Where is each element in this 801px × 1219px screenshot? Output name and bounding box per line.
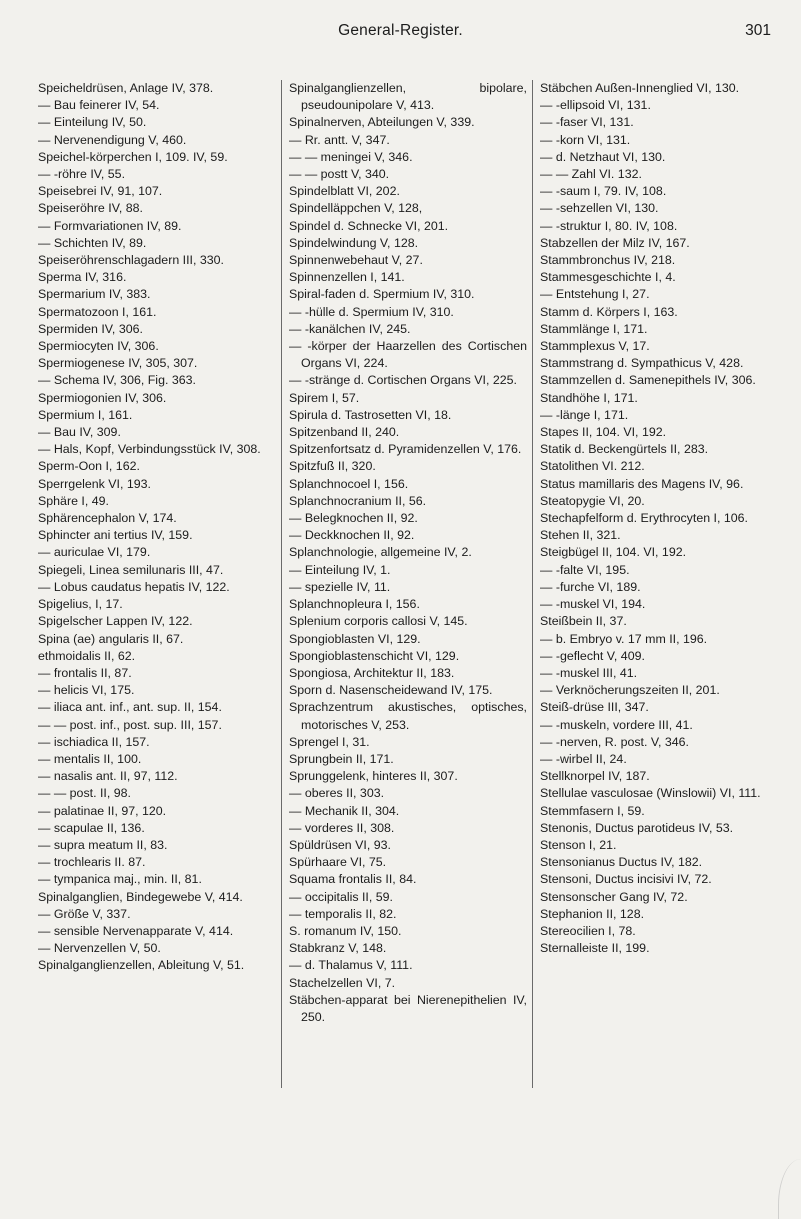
page-number: 301 <box>745 22 771 39</box>
index-entry: Sphärencephalon V, 174. <box>38 511 177 526</box>
index-entry: Spürhaare VI, 75. <box>289 855 387 870</box>
index-entry: Sternalleiste II, 199. <box>540 941 650 956</box>
index-entry: Stabkranz V, 148. <box>289 941 387 956</box>
index-entry: Steiß-drüse III, 347. <box>540 700 649 715</box>
page-header <box>0 22 801 46</box>
index-entry: Speiseröhre IV, 88. <box>38 201 143 216</box>
index-entry: Squama frontalis II, 84. <box>289 872 417 887</box>
index-entry: Stachelzellen VI, 7. <box>289 975 396 990</box>
index-entry: Spermiocyten IV, 306. <box>38 339 159 354</box>
index-entry: — temporalis II, 82. <box>289 906 397 921</box>
index-entry: Spina (ae) angularis II, 67. <box>38 631 184 646</box>
index-entry: Splanchnocranium II, 56. <box>289 493 427 508</box>
index-entry: Stammplexus V, 17. <box>540 339 650 354</box>
index-entry: — -muskel VI, 194. <box>540 597 646 612</box>
index-entry: Sporn d. Nasenscheidewand IV, 175. <box>289 683 493 698</box>
index-entry: Stammbronchus IV, 218. <box>540 253 676 268</box>
index-entry: Speisebrei IV, 91, 107. <box>38 184 163 199</box>
index-entry: — Einteilung IV, 50. <box>38 115 147 130</box>
index-entry: — -muskel III, 41. <box>540 665 638 680</box>
index-column-2 <box>289 80 527 1026</box>
running-title: General-Register. <box>338 22 463 39</box>
index-entry: Spermium I, 161. <box>38 407 133 422</box>
index-entry: — -kanälchen IV, 245. <box>289 321 411 336</box>
index-entry: Stellulae vasculosae (Winslowii) VI, 111. <box>540 786 761 801</box>
index-entry: Spongioblastenschicht VI, 129. <box>289 648 460 663</box>
index-entry: Stamm d. Körpers I, 163. <box>540 304 678 319</box>
index-entry: — Hals, Kopf, Verbindungsstück IV, 308. <box>38 442 261 457</box>
index-entry: — -faser VI, 131. <box>540 115 634 130</box>
index-entry: Sphincter ani tertius IV, 159. <box>38 528 193 543</box>
index-entry: — scapulae II, 136. <box>38 820 145 835</box>
index-entry: — — meningei V, 346. <box>289 149 413 164</box>
index-entry: Stenonis, Ductus parotideus IV, 53. <box>540 820 734 835</box>
index-entry: Stehen II, 321. <box>540 528 621 543</box>
index-entry: Standhöhe I, 171. <box>540 390 638 405</box>
index-entry: — tympanica maj., min. II, 81. <box>38 872 202 887</box>
index-entry: Spermiogenese IV, 305, 307. <box>38 356 198 371</box>
index-entry: Spermatozoon I, 161. <box>38 304 157 319</box>
index-entry: — -struktur I, 80. IV, 108. <box>540 218 678 233</box>
index-entry: Spermiogonien IV, 306. <box>38 390 167 405</box>
index-entry: Spindel d. Schnecke VI, 201. <box>289 218 449 233</box>
column-divider-1 <box>281 80 282 1088</box>
index-entry: — Größe V, 337. <box>38 906 131 921</box>
index-entry: Sperm-Oon I, 162. <box>38 459 140 474</box>
index-entry: — Schichten IV, 89. <box>38 235 147 250</box>
index-entry: Speicheldrüsen, Anlage IV, 378. <box>38 81 214 95</box>
index-entry: Stäbchen Außen-Innenglied VI, 130. <box>540 81 740 95</box>
index-entry: Stammstrang d. Sympathicus V, 428. <box>540 356 744 371</box>
index-entry: — auriculae VI, 179. <box>38 545 151 560</box>
index-entry: Stephanion II, 128. <box>540 906 645 921</box>
index-entry: — Belegknochen II, 92. <box>289 511 418 526</box>
index-entry: Stellknorpel IV, 187. <box>540 769 650 784</box>
index-entry: — -furche VI, 189. <box>540 579 641 594</box>
index-entry: Status mamillaris des Magens IV, 96. <box>540 476 744 491</box>
index-entry: S. romanum IV, 150. <box>289 923 402 938</box>
index-entry: — Deckknochen II, 92. <box>289 528 415 543</box>
index-entry: — palatinae II, 97, 120. <box>38 803 167 818</box>
index-entry: ethmoidalis II, 62. <box>38 648 136 663</box>
index-entry: — Verknöcherungszeiten II, 201. <box>540 683 720 698</box>
index-entry: Splanchnopleura I, 156. <box>289 597 420 612</box>
index-entry: — -ellipsoid VI, 131. <box>540 98 651 113</box>
index-entry: — Nervenzellen V, 50. <box>38 941 161 956</box>
index-entry: — ischiadica II, 157. <box>38 734 150 749</box>
index-entry: — -körper der Haarzellen des Cortischen Organs VI, 224. <box>289 339 527 371</box>
index-entry: Spinnenwebehaut V, 27. <box>289 253 423 268</box>
index-entry: Spirem I, 57. <box>289 390 360 405</box>
index-entry: — b. Embryo v. 17 mm II, 196. <box>540 631 708 646</box>
index-entry: — oberes II, 303. <box>289 786 385 801</box>
index-entry: Sperma IV, 316. <box>38 270 127 285</box>
index-entry: Spinalganglien, Bindegewebe V, 414. <box>38 889 243 904</box>
index-entry: Stensonscher Gang IV, 72. <box>540 889 688 904</box>
index-entry: Spindelläppchen V, 128, <box>289 201 423 216</box>
page-curl <box>778 1159 801 1219</box>
index-entry: Stensoni, Ductus incisivi IV, 72. <box>540 872 712 887</box>
index-entry: Spirula d. Tastrosetten VI, 18. <box>289 407 452 422</box>
index-entry: — helicis VI, 175. <box>38 683 135 698</box>
index-entry: Statik d. Beckengürtels II, 283. <box>540 442 709 457</box>
index-entry: Spinalnerven, Abteilungen V, 339. <box>289 115 475 130</box>
index-entry: — Einteilung IV, 1. <box>289 562 391 577</box>
index-entry: Splanchnologie, allgemeine IV, 2. <box>289 545 472 560</box>
index-entry: Spinalganglienzellen, bipolare, pseudounipolare V, 413. <box>289 81 527 113</box>
index-entry: — vorderes II, 308. <box>289 820 395 835</box>
index-entry: Spongioblasten VI, 129. <box>289 631 421 646</box>
index-entry: Spiegeli, Linea semilunaris III, 47. <box>38 562 224 577</box>
index-entry: — Nervenendigung V, 460. <box>38 132 187 147</box>
index-entry: — Schema IV, 306, Fig. 363. <box>38 373 196 388</box>
index-entry: Sprengel I, 31. <box>289 734 370 749</box>
index-entry: — -korn VI, 131. <box>540 132 631 147</box>
index-entry: — spezielle IV, 11. <box>289 579 391 594</box>
index-entry: — — Zahl VI. 132. <box>540 167 642 182</box>
index-entry: — -röhre IV, 55. <box>38 167 126 182</box>
index-entry: Stammlänge I, 171. <box>540 321 648 336</box>
index-entry: — -geflecht V, 409. <box>540 648 645 663</box>
index-entry: — -nerven, R. post. V, 346. <box>540 734 689 749</box>
index-entry: Speiseröhrenschlagadern III, 330. <box>38 253 224 268</box>
index-entry: — -sehzellen VI, 130. <box>540 201 659 216</box>
index-entry: — trochlearis II. 87. <box>38 855 146 870</box>
index-entry: — iliaca ant. inf., ant. sup. II, 154. <box>38 700 222 715</box>
index-entry: Statolithen VI. 212. <box>540 459 645 474</box>
index-entry: Stechapfelform d. Erythrocyten I, 106. <box>540 511 748 526</box>
index-entry: — -saum I, 79. IV, 108. <box>540 184 667 199</box>
index-entry: Steißbein II, 37. <box>540 614 627 629</box>
index-entry: Spüldrüsen VI, 93. <box>289 837 391 852</box>
index-entry: — mentalis II, 100. <box>38 751 142 766</box>
index-entry: Spitzfuß II, 320. <box>289 459 376 474</box>
index-entry: — -wirbel II, 24. <box>540 751 627 766</box>
index-entry: Spinalganglienzellen, Ableitung V, 51. <box>38 958 245 973</box>
index-entry: — Bau feinerer IV, 54. <box>38 98 160 113</box>
index-entry: Spermiden IV, 306. <box>38 321 143 336</box>
index-entry: Sprunggelenk, hinteres II, 307. <box>289 769 458 784</box>
index-entry: Stemmfasern I, 59. <box>540 803 645 818</box>
index-entry: Spindelblatt VI, 202. <box>289 184 400 199</box>
index-entry: Sprungbein II, 171. <box>289 751 394 766</box>
index-entry: — sensible Nervenapparate V, 414. <box>38 923 234 938</box>
index-entry: — Mechanik II, 304. <box>289 803 400 818</box>
index-entry: — — post. II, 98. <box>38 786 131 801</box>
index-entry: — d. Netzhaut VI, 130. <box>540 149 666 164</box>
index-entry: — — post. inf., post. sup. III, 157. <box>38 717 222 732</box>
index-entry: — supra meatum II, 83. <box>38 837 168 852</box>
index-entry: — nasalis ant. II, 97, 112. <box>38 769 178 784</box>
index-entry: Stabzellen der Milz IV, 167. <box>540 235 690 250</box>
index-entry: — -länge I, 171. <box>540 407 629 422</box>
column-divider-2 <box>532 80 533 1088</box>
index-entry: — occipitalis II, 59. <box>289 889 393 904</box>
index-entry: — -hülle d. Spermium IV, 310. <box>289 304 454 319</box>
index-entry: — frontalis II, 87. <box>38 665 132 680</box>
index-entry: Spinnenzellen I, 141. <box>289 270 405 285</box>
index-entry: Sperrgelenk VI, 193. <box>38 476 151 491</box>
index-entry: Steatopygie VI, 20. <box>540 493 645 508</box>
index-entry: Spiral-faden d. Spermium IV, 310. <box>289 287 475 302</box>
index-entry: — -muskeln, vordere III, 41. <box>540 717 693 732</box>
index-entry: — Entstehung I, 27. <box>540 287 650 302</box>
index-entry: Splanchnocoel I, 156. <box>289 476 409 491</box>
index-entry: Spermarium IV, 383. <box>38 287 151 302</box>
index-column-3 <box>540 80 778 957</box>
index-entry: Stammzellen d. Samenepithels IV, 306. <box>540 373 756 388</box>
index-entry: Sprachzentrum akustisches, optisches, motorisches V, 253. <box>289 700 527 732</box>
index-entry: Stereocilien I, 78. <box>540 923 636 938</box>
index-entry: Spigelscher Lappen IV, 122. <box>38 614 193 629</box>
index-entry: Speichel-körperchen I, 109. IV, 59. <box>38 149 228 164</box>
index-entry: Spigelius, I, 17. <box>38 597 123 612</box>
index-entry: Spongiosa, Architektur II, 183. <box>289 665 455 680</box>
index-entry: — — postt V, 340. <box>289 167 390 182</box>
index-entry: Splenium corporis callosi V, 145. <box>289 614 468 629</box>
index-entry: — -falte VI, 195. <box>540 562 630 577</box>
index-entry: Spitzenband II, 240. <box>289 425 400 440</box>
index-column-1 <box>38 80 276 975</box>
index-entry: Stäbchen-apparat bei Nierenepithelien IV, 250. <box>289 992 527 1024</box>
index-entry: — -stränge d. Cortischen Organs VI, 225. <box>289 373 517 388</box>
index-entry: Spindelwindung V, 128. <box>289 235 419 250</box>
index-entry: Stapes II, 104. VI, 192. <box>540 425 667 440</box>
index-entry: Stenson I, 21. <box>540 837 617 852</box>
index-entry: — d. Thalamus V, 111. <box>289 958 413 973</box>
index-entry: Spitzenfortsatz d. Pyramidenzellen V, 176. <box>289 442 522 457</box>
index-entry: — Rr. antt. V, 347. <box>289 132 390 147</box>
index-entry: Steigbügel II, 104. VI, 192. <box>540 545 687 560</box>
index-entry: Sphäre I, 49. <box>38 493 109 508</box>
index-entry: Stensonianus Ductus IV, 182. <box>540 855 703 870</box>
index-entry: — Formvariationen IV, 89. <box>38 218 182 233</box>
index-entry: — Lobus caudatus hepatis IV, 122. <box>38 579 230 594</box>
index-entry: Stammesgeschichte I, 4. <box>540 270 676 285</box>
index-entry: — Bau IV, 309. <box>38 425 121 440</box>
